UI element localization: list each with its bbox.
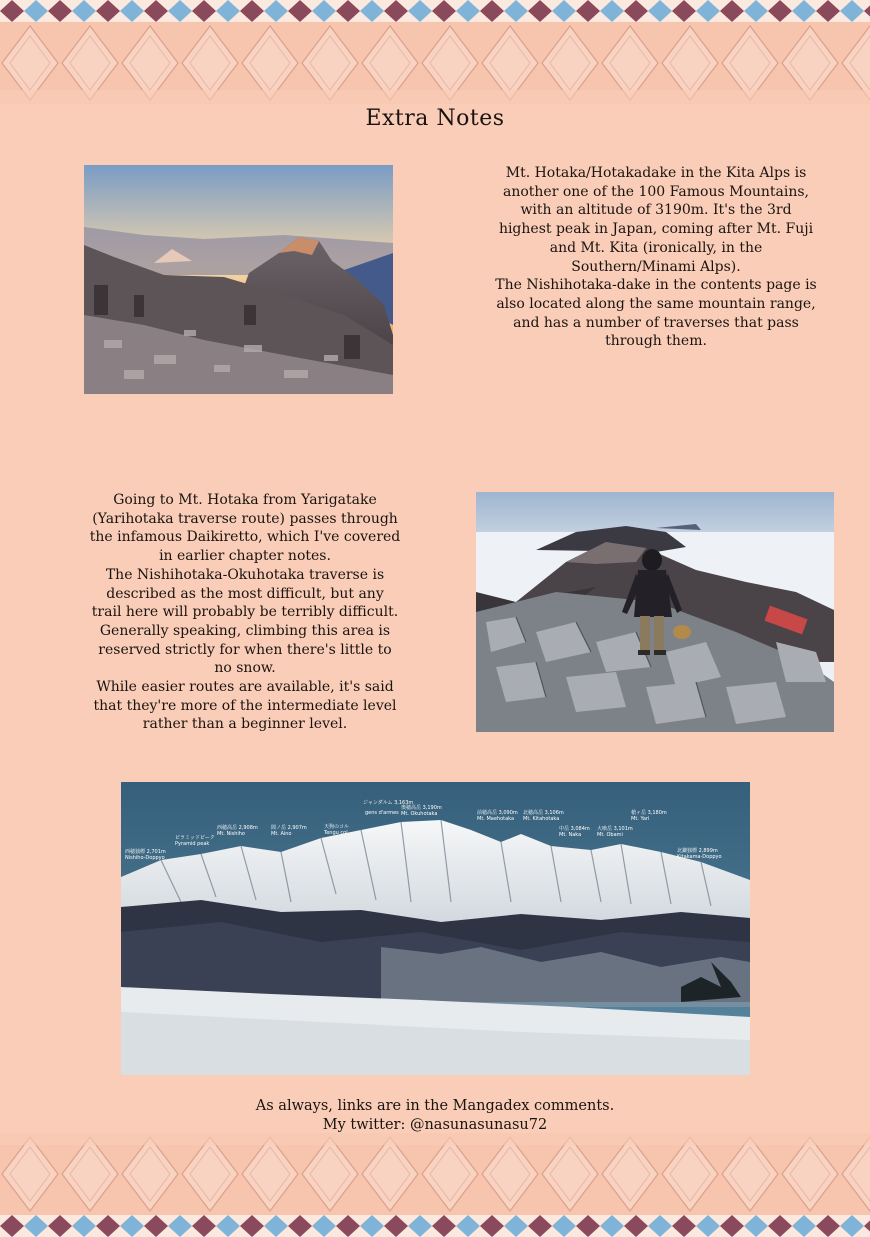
peak-label-en: Mt. Aino bbox=[271, 831, 292, 837]
peak-label-en: Tengu col bbox=[324, 830, 348, 836]
peak-label-jp: 北鎌独標 2,899m bbox=[677, 848, 718, 854]
peak-label-jp: 西穂独標 2,701m bbox=[125, 849, 166, 855]
peak-label-en: Mt. Okuhotaka bbox=[401, 811, 438, 817]
bottom-pattern-band bbox=[0, 1133, 870, 1237]
twitter-handle: My twitter: @nasunasunasu72 bbox=[322, 1116, 548, 1133]
peak-label-jp: 西穂高岳 2,908m bbox=[217, 825, 258, 831]
peak-label-en: Mt. Obami bbox=[597, 832, 623, 838]
intro-paragraph: Mt. Hotaka/Hotakadake in the Kita Alps is another one of the 100 Famous Mountains, with an altitude of 3190m. It's the 3rd highest peak in Japan, coming after Mt. Fuji and Mt. Kita (ironically, in the Southern/Minami Alps). The Nishihotaka-dake in the contents page is also located along the same mountain range, and has a number of traverses that pass through them. bbox=[495, 165, 817, 350]
peak-label-en: Mt. Kitahotaka bbox=[523, 816, 560, 822]
peak-label-jp: 中岳 3,084m bbox=[559, 826, 590, 832]
peak-label-en: Mt. Yari bbox=[631, 816, 650, 822]
peak-label-en: Mt. Naka bbox=[559, 832, 582, 838]
peak-label-en: Kitakama-Doppyo bbox=[677, 854, 722, 860]
peak-label-jp: 大喰岳 3,101m bbox=[597, 826, 633, 832]
peak-label-jp: 前穂高岳 3,090m bbox=[477, 810, 518, 816]
top-pattern-band bbox=[0, 0, 870, 104]
diamond-pattern-top bbox=[0, 0, 870, 104]
snowy-range-panorama-photo bbox=[121, 782, 750, 1075]
peak-label-jp: 槍ヶ岳 3,180m bbox=[631, 810, 667, 816]
peak-label-jp: ジャンダルム 3,163m bbox=[363, 800, 414, 806]
links-note: As always, links are in the Mangadex comments. bbox=[255, 1098, 615, 1114]
peak-label-en: gens d'armes bbox=[365, 810, 399, 816]
page-title: Extra Notes bbox=[365, 106, 505, 131]
peak-label-jp: ピラミッドピーク bbox=[175, 835, 215, 841]
traverse-paragraph: Going to Mt. Hotaka from Yarigatake (Yarihotaka traverse route) passes through the infamous Daikiretto, which I've covered in earlier chapter notes. The Nishihotaka-Okuhotaka traverse is described as the most difficult, but any trail here will probably be terribly difficult. Generally speaking, climbing this area is reserved strictly for when there's little to no snow. While easier routes are available, it's said that they're more of the intermediate level rather than a beginner level. bbox=[89, 492, 401, 733]
peak-label-jp: 間ノ岳 2,907m bbox=[271, 825, 307, 831]
peak-label-en: Mt. Nishiho bbox=[217, 831, 245, 837]
hiker-on-ridge-photo bbox=[476, 492, 834, 732]
peak-label-en: Nishiho-Doppyo bbox=[125, 855, 165, 861]
footer bbox=[0, 1097, 870, 1134]
peak-label-en: Mt. Maehotaka bbox=[477, 816, 515, 822]
mountain-sunset-photo bbox=[84, 165, 393, 394]
peak-label-jp: 北穂高岳 3,106m bbox=[523, 810, 564, 816]
diamond-pattern-bottom bbox=[0, 1133, 870, 1237]
peak-label-jp: 天狗のコル bbox=[324, 824, 350, 830]
peak-label-en: Pyramid peak bbox=[175, 841, 210, 847]
peak-label-jp: 奥穂高岳 3,190m bbox=[401, 805, 442, 811]
